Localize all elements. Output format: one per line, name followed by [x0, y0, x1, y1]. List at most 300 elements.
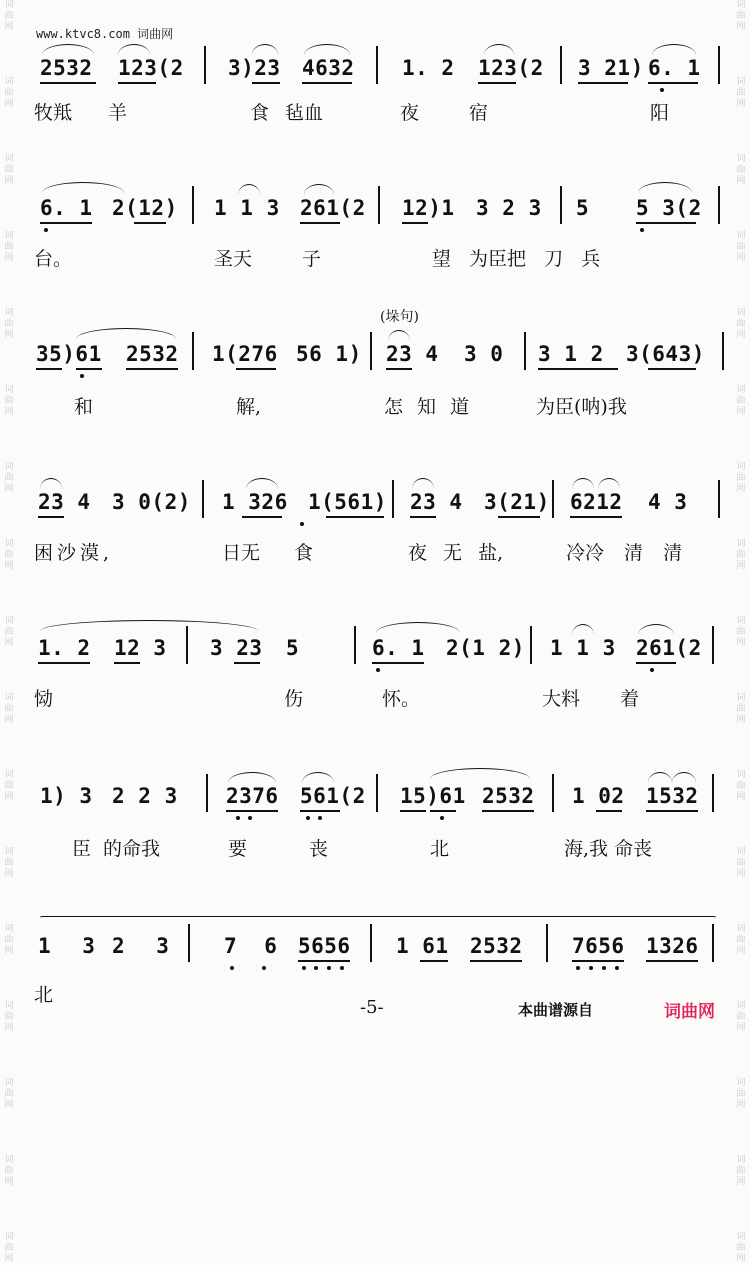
- slur-arc: [40, 916, 716, 921]
- note-group: 2532: [482, 784, 535, 808]
- watermark-glyph: 词: [4, 154, 14, 164]
- octave-dot: [440, 816, 444, 820]
- note-group: 2532: [126, 342, 179, 366]
- barline: [192, 332, 194, 370]
- slur-arc: [672, 772, 696, 783]
- site-url-header: www.ktvc8.com 词曲网: [36, 27, 174, 41]
- slur-arc: [238, 184, 260, 195]
- watermark-glyph: 网: [736, 638, 746, 648]
- slur-arc: [302, 772, 334, 783]
- watermark-glyph: 曲: [736, 935, 746, 945]
- watermark-glyph: 网: [4, 946, 14, 956]
- watermark-glyph: 词: [736, 1001, 746, 1011]
- note-group: 4632: [302, 56, 355, 80]
- barline: [560, 46, 562, 84]
- slur-arc: [652, 44, 696, 55]
- beam-line: [470, 960, 522, 962]
- lyric-text: 望 为臣把 刀 兵: [432, 248, 601, 270]
- watermark-glyph: 词: [736, 462, 746, 472]
- note-group: 3(643): [626, 342, 705, 366]
- beam-line: [236, 368, 276, 370]
- slur-arc: [42, 182, 124, 193]
- watermark-glyph: 曲: [4, 1089, 14, 1099]
- beam-line: [300, 810, 340, 812]
- watermark-glyph: 词: [4, 385, 14, 395]
- note-group: 3 0: [464, 342, 504, 366]
- watermark-glyph: 词: [4, 231, 14, 241]
- beam-line: [482, 810, 534, 812]
- slur-arc: [638, 624, 674, 635]
- beam-line: [572, 960, 624, 962]
- beam-line: [36, 368, 62, 370]
- beam-line: [648, 82, 698, 84]
- lyric-text: 伤: [284, 688, 304, 710]
- note-group: 3(21): [484, 490, 550, 514]
- slur-arc: [246, 478, 278, 489]
- note-group: 2532: [40, 56, 93, 80]
- lyric-text: 夜 宿: [400, 102, 489, 124]
- octave-dot: [314, 966, 318, 970]
- note-group: 15)61: [400, 784, 466, 808]
- watermark-glyph: 曲: [736, 242, 746, 252]
- watermark-glyph: 网: [736, 253, 746, 263]
- note-group: 56 1): [296, 342, 362, 366]
- beam-line: [76, 368, 102, 370]
- watermark-glyph: 词: [736, 770, 746, 780]
- watermark-glyph: 曲: [736, 781, 746, 791]
- note-group: 35)61: [36, 342, 102, 366]
- note-group: 1 61: [396, 934, 449, 958]
- beam-line: [648, 368, 696, 370]
- left-watermark-column: [1, 0, 17, 1264]
- watermark-unit: [4, 1232, 13, 1265]
- note-group: 1532: [646, 784, 699, 808]
- note-group: 3)23: [228, 56, 281, 80]
- barline: [378, 186, 380, 224]
- watermark-glyph: 词: [736, 847, 746, 857]
- barline: [376, 46, 378, 84]
- watermark-glyph: 网: [4, 561, 14, 571]
- right-watermark-column: [733, 0, 749, 1264]
- lyric-text: 恸: [34, 688, 54, 710]
- octave-dot: [44, 228, 48, 232]
- note-group: 2(12): [112, 196, 178, 220]
- slur-arc: [572, 624, 594, 635]
- watermark-unit: [736, 0, 745, 33]
- watermark-glyph: 词: [4, 924, 14, 934]
- watermark-glyph: 网: [4, 869, 14, 879]
- watermark-glyph: 网: [4, 99, 14, 109]
- watermark-unit: [736, 1232, 745, 1265]
- lyric-text: 夜 无 盐,: [408, 542, 504, 564]
- slur-arc: [228, 772, 276, 783]
- octave-dot: [615, 966, 619, 970]
- barline: [712, 626, 714, 664]
- beam-line: [118, 82, 156, 84]
- note-group: 23 4: [38, 490, 91, 514]
- watermark-glyph: 词: [736, 1232, 746, 1242]
- watermark-glyph: 词: [736, 693, 746, 703]
- lyrics-row: [0, 834, 750, 864]
- watermark-glyph: 词: [4, 0, 14, 10]
- watermark-glyph: 网: [736, 792, 746, 802]
- lyric-text: 和: [74, 396, 94, 418]
- watermark-glyph: 曲: [736, 319, 746, 329]
- watermark-glyph: 曲: [4, 319, 14, 329]
- barline: [370, 924, 372, 962]
- slur-arc: [118, 44, 150, 55]
- watermark-glyph: 词: [4, 539, 14, 549]
- watermark-glyph: 词: [736, 308, 746, 318]
- watermark-glyph: 曲: [4, 396, 14, 406]
- beam-line: [538, 368, 618, 370]
- note-group: 3 23: [210, 636, 263, 660]
- beam-line: [386, 368, 412, 370]
- watermark-glyph: 网: [736, 1023, 746, 1033]
- watermark-glyph: 曲: [4, 858, 14, 868]
- watermark-glyph: 曲: [736, 1089, 746, 1099]
- slur-arc: [40, 620, 258, 631]
- watermark-glyph: 曲: [4, 88, 14, 98]
- note-group: 7 6: [224, 934, 278, 958]
- barline: [376, 774, 378, 812]
- barline: [524, 332, 526, 370]
- note-group: 1(561): [308, 490, 387, 514]
- watermark-unit: [736, 1078, 745, 1111]
- watermark-glyph: 词: [736, 0, 746, 10]
- slur-arc: [430, 768, 530, 779]
- note-group: 6. 1: [372, 636, 425, 660]
- watermark-unit: [736, 1155, 745, 1188]
- octave-dot: [248, 816, 252, 820]
- note-group: 12)1: [402, 196, 455, 220]
- notes-row: [0, 926, 750, 962]
- watermark-glyph: 曲: [736, 1166, 746, 1176]
- barline: [546, 924, 548, 962]
- note-group: 6212: [570, 490, 623, 514]
- watermark-glyph: 曲: [736, 627, 746, 637]
- watermark-glyph: 曲: [4, 1166, 14, 1176]
- lyric-text: 子: [302, 248, 322, 270]
- beam-line: [38, 516, 64, 518]
- beam-line: [570, 516, 622, 518]
- watermark-glyph: 网: [736, 22, 746, 32]
- note-group: 3 2 3: [476, 196, 542, 220]
- watermark-glyph: 词: [736, 154, 746, 164]
- watermark-glyph: 词: [4, 1078, 14, 1088]
- note-group: 4 3: [648, 490, 688, 514]
- barline: [202, 480, 204, 518]
- beam-line: [300, 222, 340, 224]
- watermark-glyph: 词: [736, 77, 746, 87]
- beam-line: [302, 82, 352, 84]
- watermark-unit: [736, 154, 745, 187]
- barline: [560, 186, 562, 224]
- watermark-glyph: 网: [736, 869, 746, 879]
- watermark-glyph: 网: [4, 715, 14, 725]
- note-group: 1(276: [212, 342, 278, 366]
- notes-row: [0, 776, 750, 812]
- watermark-glyph: 曲: [736, 550, 746, 560]
- note-group: 5: [576, 196, 590, 220]
- beam-line: [226, 810, 278, 812]
- note-group: 1) 3: [40, 784, 93, 808]
- watermark-glyph: 曲: [4, 781, 14, 791]
- watermark-glyph: 曲: [4, 935, 14, 945]
- lyric-text: 台。: [34, 248, 73, 270]
- note-group: 1 326: [222, 490, 288, 514]
- watermark-glyph: 网: [736, 1100, 746, 1110]
- slur-arc: [598, 478, 620, 489]
- note-group: 3 21): [578, 56, 644, 80]
- beam-line: [420, 960, 448, 962]
- note-group: 2 2 3: [112, 784, 178, 808]
- lyric-text: 困沙漠,: [34, 542, 114, 564]
- note-group: 2376: [226, 784, 279, 808]
- note-group: 5 3(2: [636, 196, 702, 220]
- lyric-text: 北: [430, 838, 450, 860]
- beam-line: [298, 960, 350, 962]
- note-group: 123(2: [118, 56, 184, 80]
- watermark-glyph: 词: [4, 616, 14, 626]
- note-group: 1 02: [572, 784, 625, 808]
- slur-arc: [638, 182, 692, 193]
- watermark-glyph: 网: [4, 1100, 14, 1110]
- watermark-glyph: 曲: [736, 165, 746, 175]
- beam-line: [134, 222, 166, 224]
- note-group: 3 0(2): [112, 490, 191, 514]
- beam-line: [242, 516, 282, 518]
- lyric-text: 解,: [236, 396, 262, 418]
- barline: [186, 626, 188, 664]
- watermark-glyph: 词: [736, 1078, 746, 1088]
- note-group: 5656: [298, 934, 351, 958]
- barline: [718, 46, 720, 84]
- watermark-glyph: 词: [736, 1155, 746, 1165]
- lyrics-row: [0, 684, 750, 714]
- slur-arc: [304, 44, 350, 55]
- watermark-glyph: 曲: [736, 1012, 746, 1022]
- watermark-glyph: 曲: [4, 704, 14, 714]
- watermark-glyph: 网: [4, 638, 14, 648]
- beam-line: [40, 222, 92, 224]
- barline: [392, 480, 394, 518]
- slur-arc: [388, 330, 410, 341]
- beam-line: [252, 82, 280, 84]
- slur-arc: [648, 772, 672, 783]
- note-group: 23 4: [410, 490, 463, 514]
- watermark-glyph: 曲: [736, 11, 746, 21]
- watermark-glyph: 曲: [736, 473, 746, 483]
- beam-line: [400, 810, 426, 812]
- watermark-glyph: 曲: [736, 704, 746, 714]
- note-group: 6. 1: [40, 196, 93, 220]
- octave-dot: [318, 816, 322, 820]
- slur-arc: [484, 44, 514, 55]
- watermark-glyph: 网: [4, 330, 14, 340]
- watermark-glyph: 词: [4, 1001, 14, 1011]
- watermark-glyph: 曲: [4, 473, 14, 483]
- beam-line: [498, 516, 540, 518]
- beam-line: [578, 82, 628, 84]
- notes-row: [0, 188, 750, 224]
- lyric-text: 阳: [650, 102, 670, 124]
- watermark-glyph: 曲: [4, 550, 14, 560]
- beam-line: [636, 662, 676, 664]
- octave-dot: [340, 966, 344, 970]
- watermark-glyph: 网: [4, 1254, 14, 1264]
- note-group: 12 3: [114, 636, 167, 660]
- octave-dot: [650, 668, 654, 672]
- barline: [354, 626, 356, 664]
- beam-line: [372, 662, 424, 664]
- octave-dot: [300, 522, 304, 526]
- watermark-glyph: 网: [736, 715, 746, 725]
- beam-line: [126, 368, 178, 370]
- barline: [206, 774, 208, 812]
- note-group: 1 3: [38, 934, 96, 958]
- slur-arc: [376, 622, 460, 633]
- octave-dot: [602, 966, 606, 970]
- barline: [552, 480, 554, 518]
- watermark-glyph: 网: [4, 792, 14, 802]
- lyric-text: 怎 知 道: [384, 396, 470, 418]
- site-logo[interactable]: 词曲网: [664, 1002, 715, 1022]
- watermark-glyph: 网: [4, 484, 14, 494]
- watermark-glyph: 网: [736, 946, 746, 956]
- watermark-glyph: 网: [4, 253, 14, 263]
- octave-dot: [236, 816, 240, 820]
- watermark-glyph: 网: [736, 99, 746, 109]
- lyric-text: 为臣(呐)我: [536, 396, 627, 418]
- barline: [718, 186, 720, 224]
- lyric-text: 臣 的命我: [72, 838, 161, 860]
- watermark-glyph: 网: [736, 330, 746, 340]
- barline: [530, 626, 532, 664]
- watermark-glyph: 曲: [736, 396, 746, 406]
- barline: [204, 46, 206, 84]
- watermark-glyph: 曲: [736, 88, 746, 98]
- watermark-glyph: 曲: [4, 627, 14, 637]
- watermark-glyph: 网: [4, 407, 14, 417]
- beam-line: [40, 82, 96, 84]
- barline: [712, 924, 714, 962]
- watermark-glyph: 网: [4, 176, 14, 186]
- note-group: 7656: [572, 934, 625, 958]
- beam-line: [410, 516, 436, 518]
- lyric-text: 海,我 命丧: [564, 838, 653, 860]
- note-group: 1. 2: [38, 636, 91, 660]
- octave-dot: [302, 966, 306, 970]
- watermark-glyph: 网: [736, 407, 746, 417]
- watermark-glyph: 网: [736, 484, 746, 494]
- octave-dot: [230, 966, 234, 970]
- note-group: 3 1 2: [538, 342, 604, 366]
- page-number: -5-: [360, 997, 384, 1018]
- slur-arc: [42, 44, 94, 55]
- octave-dot: [327, 966, 331, 970]
- watermark-glyph: 词: [736, 385, 746, 395]
- watermark-glyph: 词: [4, 847, 14, 857]
- barline: [188, 924, 190, 962]
- watermark-unit: [4, 1155, 13, 1188]
- watermark-glyph: 词: [4, 1155, 14, 1165]
- slur-arc: [40, 478, 62, 489]
- watermark-glyph: 曲: [4, 165, 14, 175]
- watermark-glyph: 词: [736, 616, 746, 626]
- watermark-glyph: 词: [736, 539, 746, 549]
- watermark-glyph: 曲: [4, 1243, 14, 1253]
- lyric-text: 大料 着: [542, 688, 640, 710]
- lyric-text: 怀。: [382, 688, 421, 710]
- note-group: 1326: [646, 934, 699, 958]
- watermark-unit: [4, 0, 13, 33]
- note-group: 261(2: [300, 196, 366, 220]
- lyric-text: 牧羝 羊: [34, 102, 128, 124]
- watermark-glyph: 词: [736, 231, 746, 241]
- beam-line: [38, 662, 90, 664]
- lyrics-row: [0, 392, 750, 422]
- watermark-glyph: 网: [736, 1254, 746, 1264]
- octave-dot: [576, 966, 580, 970]
- note-group: 561(2: [300, 784, 366, 808]
- note-group: 2(1 2): [446, 636, 525, 660]
- watermark-glyph: 词: [4, 1232, 14, 1242]
- beam-line: [402, 222, 428, 224]
- note-group: 1. 2: [402, 56, 455, 80]
- watermark-unit: [4, 1078, 13, 1111]
- barline: [712, 774, 714, 812]
- lyric-text: 要 丧: [228, 838, 329, 860]
- beam-line: [646, 960, 698, 962]
- note-group: 2 3: [112, 934, 170, 958]
- source-note: 本曲谱源自: [518, 1001, 594, 1019]
- beam-line: [234, 662, 260, 664]
- lyric-text: 圣天: [214, 248, 253, 270]
- octave-dot: [306, 816, 310, 820]
- barline: [370, 332, 372, 370]
- lyric-text: 食 毡血: [250, 102, 324, 124]
- note-group: 2532: [470, 934, 523, 958]
- lyrics-row: [0, 244, 750, 274]
- octave-dot: [660, 88, 664, 92]
- watermark-glyph: 网: [736, 176, 746, 186]
- octave-dot: [376, 668, 380, 672]
- lyric-text: 北: [34, 984, 54, 1006]
- watermark-glyph: 词: [4, 77, 14, 87]
- watermark-glyph: 网: [4, 22, 14, 32]
- beam-line: [326, 516, 384, 518]
- lyric-text: 冷冷 清 清: [566, 542, 683, 564]
- watermark-glyph: 曲: [4, 242, 14, 252]
- barline: [192, 186, 194, 224]
- lyrics-row: [0, 538, 750, 568]
- watermark-glyph: 词: [4, 462, 14, 472]
- note-group: 5: [286, 636, 300, 660]
- beam-line: [114, 662, 140, 664]
- beam-line: [478, 82, 516, 84]
- watermark-glyph: 网: [736, 561, 746, 571]
- note-group: 1 1 3: [550, 636, 616, 660]
- slur-arc: [412, 478, 434, 489]
- phrase-annotation: (垛句): [380, 309, 419, 325]
- watermark-glyph: 曲: [4, 1012, 14, 1022]
- lyrics-row: [0, 98, 750, 128]
- beam-line: [646, 810, 698, 812]
- lyric-text: 日无 食: [222, 542, 314, 564]
- octave-dot: [262, 966, 266, 970]
- note-group: 261(2: [636, 636, 702, 660]
